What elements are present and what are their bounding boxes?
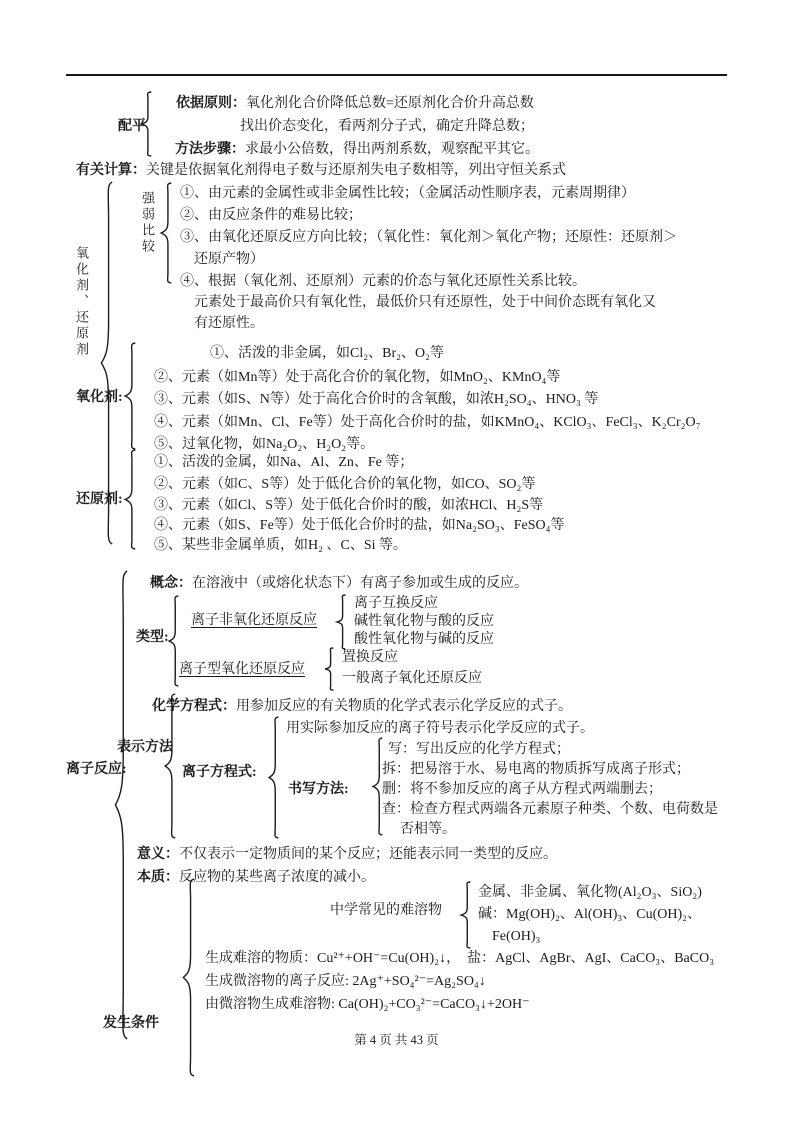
- strength-item: ①、由元素的金属性或非金属性比较；（金属活动性顺序表，元素周期律）: [180, 186, 635, 201]
- page-footer: 第 4 页 共 43 页: [354, 1033, 439, 1047]
- principle-line: [176, 94, 534, 113]
- non-redox-item: 碱性氧化物与酸的反应: [354, 614, 494, 629]
- meaning-line: [137, 845, 557, 864]
- insoluble-label: 中学常见的难溶物: [330, 903, 442, 918]
- essence-line: [137, 868, 375, 887]
- meaning-text: 不仅表示一定物质间的某个反应；还能表示同一类型的反应。: [179, 847, 557, 862]
- reducer-item: ④、元素（如S、Fe等）处于低化合价时的盐，如Na₂SO₃、FeSO₄等: [154, 518, 565, 533]
- condition-item: 生成微溶物的离子反应: 2Ag⁺+SO₄²⁻=Ag₂SO₄↓: [205, 974, 486, 989]
- oxidizer-item: ①、活泼的非金属，如Cl₂、Br₂、O₂等: [210, 346, 444, 361]
- insoluble-item-wrap: Fe(OH)₃: [492, 929, 541, 944]
- writing-method-label: 书写方法:: [288, 782, 349, 797]
- reducer-label: 还原剂:: [76, 492, 123, 507]
- strength-item-wrap: 还原产物）: [194, 252, 264, 267]
- reducer-item: ⑤、某些非金属单质，如H₂ 、C、Si 等。: [154, 538, 408, 553]
- redox-side-label: 氧化剂、还原剂: [74, 246, 89, 358]
- non-redox-type-label: 离子非氧化还原反应: [191, 613, 317, 628]
- insoluble-item: 金属、非金属、氧化物(Al₂O₃、SiO₂): [478, 885, 702, 900]
- writing-step: 写：写出反应的化学方程式；: [388, 742, 570, 757]
- reducer-item: ①、活泼的金属，如Na、Al、Zn、Fe 等；: [154, 455, 414, 470]
- ionic-side-label: 离子反应:: [66, 762, 127, 777]
- chem-equation-line: [152, 697, 572, 716]
- type-label: 类型:: [136, 630, 169, 645]
- ionic-equation-brace: [268, 717, 279, 838]
- condition-item: 生成难溶的物质：Cu²⁺+OH⁻=Cu(OH)₂↓， 盐：AgCl、AgBr、AgI、CaCO₃、BaCO₃: [205, 951, 715, 966]
- oxidizer-item: ④、元素（如Mn、Cl、Fe等）处于高化合价时的盐，如KMnO₄、KClO₃、FeCl₃、K₂Cr₂O₇: [154, 415, 701, 430]
- ion-redox-type-label: 离子型氧化还原反应: [179, 662, 305, 677]
- calculation-text: 关键是依据氧化剂得电子数与还原剂失电子数相等，列出守恒关系式: [146, 163, 566, 178]
- ion-redox-item: 置换反应: [342, 650, 398, 665]
- non-redox-item: 离子互换反应: [354, 596, 438, 611]
- meaning-label: 意义：: [137, 847, 179, 862]
- calculation-label: 有关计算：: [76, 163, 146, 178]
- strength-item: ③、由氧化还原反应方向比较；（氧化性：氧化剂＞氧化产物；还原性：还原剂＞: [180, 230, 677, 245]
- occurrence-condition-label: 发生条件: [103, 1016, 159, 1031]
- condition-item: 由微溶物生成难溶物: Ca(OH)₂+CO₃²⁻=CaCO₃↓+2OH⁻: [205, 997, 530, 1012]
- writing-step: 查：检查方程式两端各元素原子种类、个数、电荷数是: [382, 802, 718, 817]
- oxidizer-item: ②、元素（如Mn等）处于高化合价的氧化物，如MnO₂、KMnO₄等: [154, 370, 561, 385]
- ionic-equation-label: 离子方程式:: [182, 765, 257, 780]
- writing-step-wrap: 否相等。: [400, 822, 456, 837]
- steps-label: 方法步骤：: [175, 142, 245, 157]
- reducer-item: ②、元素（如C、S等）处于低化合价的氧化物，如CO、SO₂等: [154, 477, 536, 492]
- concept-line: [150, 574, 528, 593]
- concept-text: 在溶液中（或熔化状态下）有离子参加或生成的反应。: [192, 576, 528, 591]
- non-redox-item: 酸性氧化物与碱的反应: [354, 632, 494, 647]
- steps-line: [175, 140, 539, 159]
- chem-equation-label: 化学方程式：: [152, 699, 236, 714]
- writing-step: 删：将不参加反应的离子从方程式两端删去；: [382, 782, 662, 797]
- strength-note-wrap: 有还原性。: [194, 316, 264, 331]
- chem-equation-text: 用参加反应的有关物质的化学式表示化学反应的式子。: [236, 699, 572, 714]
- ion-redox-item: 一般离子氧化还原反应: [342, 671, 482, 686]
- calculation-line: [76, 161, 566, 180]
- balance-label: 配平: [118, 119, 146, 134]
- ionic-equation-definition: 用实际参加反应的离子符号表示化学反应的式子。: [286, 721, 594, 736]
- oxidizer-label: 氧化剂:: [76, 390, 123, 405]
- representation-brace: [164, 694, 176, 838]
- balance-brace: [140, 92, 152, 156]
- steps-text: 求最小公倍数，得出两剂系数，观察配平其它。: [245, 142, 539, 157]
- ionic-main-brace: [114, 571, 128, 1039]
- writing-step: 拆：把易溶于水、易电离的物质拆写成离子形式；: [382, 762, 690, 777]
- strength-item: ④、根据（氧化剂、还原剂）元素的价态与氧化还原性关系比较。: [180, 274, 586, 289]
- essence-label: 本质：: [137, 870, 179, 885]
- essence-text: 反应物的某些离子浓度的减小。: [179, 870, 375, 885]
- concept-label: 概念：: [150, 576, 192, 591]
- insoluble-brace: [460, 882, 471, 948]
- ion-redox-brace: [324, 648, 334, 690]
- valence-change-line: 找出价态变化，看两剂分子式，确定升降总数；: [240, 119, 534, 134]
- non-redox-brace: [336, 595, 346, 649]
- insoluble-item: 碱：Mg(OH)₂、Al(OH)₃、Cu(OH)₂、: [478, 907, 702, 922]
- oxidizer-brace: [124, 343, 136, 449]
- principle-label: 依据原则：: [176, 96, 246, 111]
- strength-compare-label: 强弱比较: [140, 191, 155, 255]
- type-brace: [168, 596, 179, 686]
- representation-label: 表示方法: [117, 740, 173, 755]
- header-rule: [66, 74, 727, 76]
- strength-item: ②、由反应条件的难易比较；: [180, 208, 362, 223]
- reducer-item: ③、元素（如Cl、S等）处于低化合价时的酸，如浓HCl、H₂S等: [154, 498, 544, 513]
- oxidizer-item: ⑤、过氧化物，如Na₂O₂、H₂O₂等。: [154, 437, 375, 452]
- strength-note: 元素处于最高价只有氧化性，最低价只有还原性，处于中间价态既有氧化又: [194, 295, 656, 310]
- strength-brace: [160, 183, 172, 283]
- principle-text: 氧化剂化合价降低总数=还原剂化合价升高总数: [246, 96, 534, 111]
- oxidizer-item: ③、元素（如S、N等）处于高化合价时的含氧酸，如浓H₂SO₄、HNO₃ 等: [154, 392, 599, 407]
- reducer-brace: [124, 450, 136, 549]
